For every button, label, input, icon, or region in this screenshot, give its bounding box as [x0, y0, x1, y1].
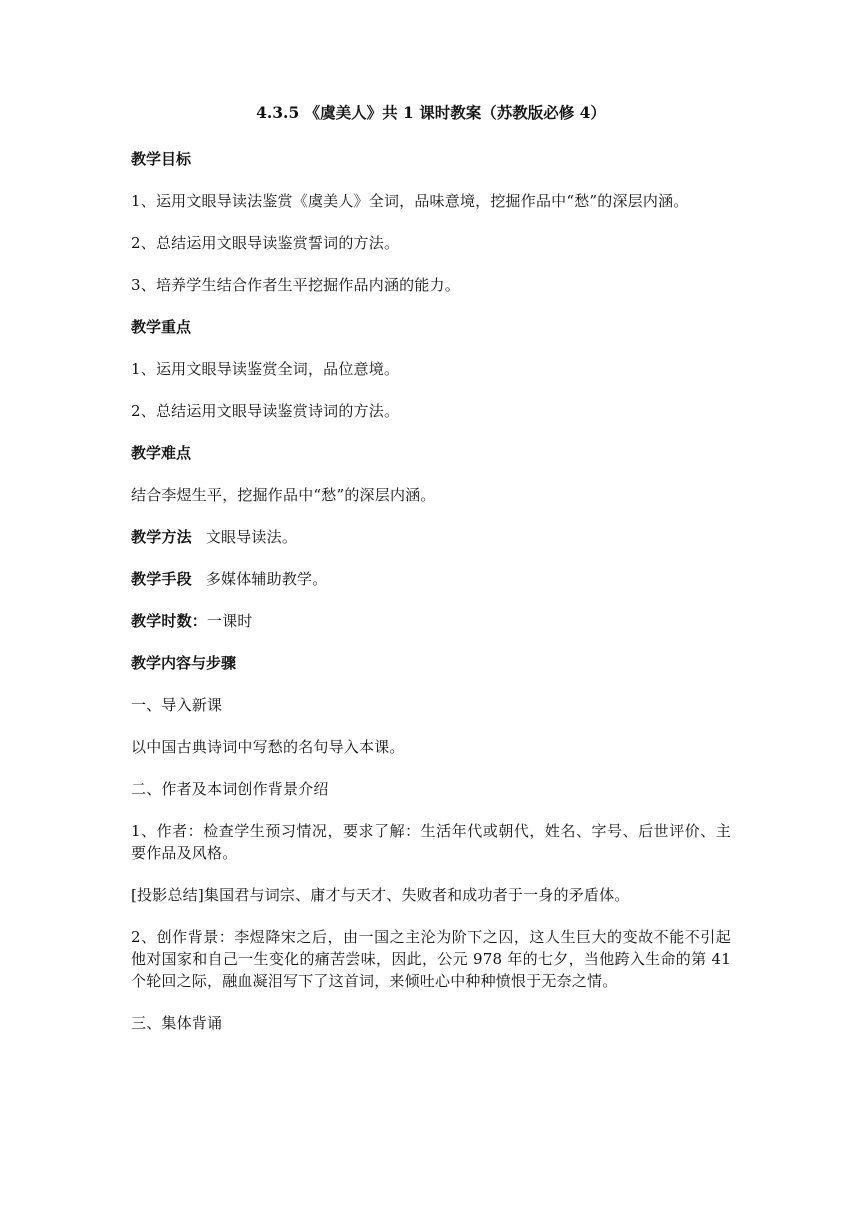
objective-item-2: 2、总结运用文眼导读鉴赏誓词的方法。 — [131, 234, 400, 252]
difficulty-heading: 教学难点 — [131, 444, 192, 462]
teaching-means-value: 多媒体辅助教学。 — [205, 570, 328, 588]
step3-title: 三、集体背诵 — [131, 1014, 223, 1032]
teaching-method-value: 文眼导读法。 — [205, 528, 298, 546]
step2-author-text: 1、作者：检查学生预习情况，要求了解：生活年代或朝代，姓名、字号、后世评价、主要作品及风格。 — [131, 822, 731, 862]
document-page — [131, 102, 731, 1054]
key-points-heading: 教学重点 — [131, 318, 192, 336]
document-title: 4.3.5 《虞美人》共 1 课时教案（苏教版必修 4） — [256, 103, 606, 122]
key-point-item-2: 2、总结运用文眼导读鉴赏诗词的方法。 — [131, 402, 400, 420]
step2-projection-text: [投影总结]集国君与词宗、庸才与天才、失败者和成功者于一身的矛盾体。 — [131, 886, 630, 904]
teaching-hours-value: 一课时 — [207, 612, 253, 630]
step1-title: 一、导入新课 — [131, 696, 223, 714]
teaching-hours-row — [131, 610, 731, 632]
steps-heading: 教学内容与步骤 — [131, 654, 237, 672]
teaching-method-row — [131, 526, 731, 548]
objective-item-3: 3、培养学生结合作者生平挖掘作品内涵的能力。 — [131, 276, 460, 294]
step2-background-text: 2、创作背景：李煜降宋之后，由一国之主沦为阶下之囚，这人生巨大的变故不能不引起他对国家和自己一生变化的痛苦尝味，因此，公元 978 年的七夕，当他跨入生命的第 41 个轮回之际，融血凝泪写下了这首词，来倾吐心中种种愤恨于无奈之情。 — [131, 928, 731, 990]
objective-item-1: 1、运用文眼导读法鉴赏《虞美人》全词，品味意境，挖掘作品中“愁”的深层内涵。 — [131, 192, 689, 210]
objectives-heading: 教学目标 — [131, 150, 192, 168]
teaching-means-label: 教学手段 — [131, 570, 192, 588]
difficulty-text: 结合李煜生平，挖掘作品中“愁”的深层内涵。 — [131, 486, 436, 504]
step1-text: 以中国古典诗词中写愁的名句导入本课。 — [131, 738, 405, 756]
key-point-item-1: 1、运用文眼导读鉴赏全词，品位意境。 — [131, 360, 400, 378]
step2-title: 二、作者及本词创作背景介绍 — [131, 780, 329, 798]
teaching-method-label: 教学方法 — [131, 528, 192, 546]
teaching-hours-label: 教学时数： — [131, 612, 208, 630]
teaching-means-row — [131, 568, 731, 590]
